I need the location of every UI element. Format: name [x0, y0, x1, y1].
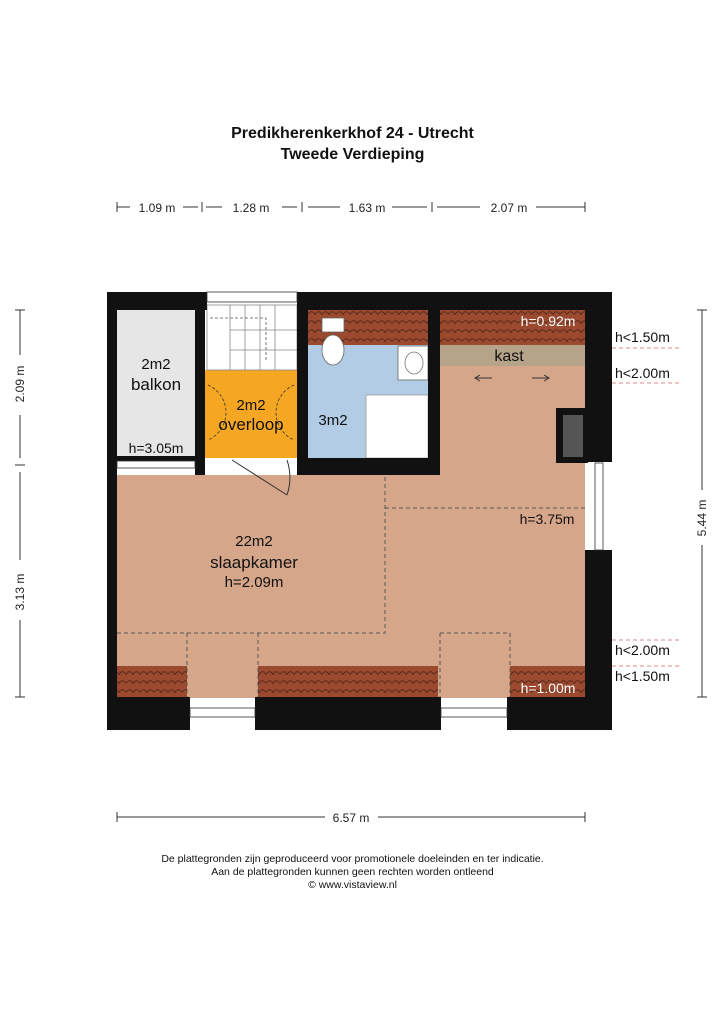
balkon-height: h=3.05m [128, 440, 184, 456]
staircase [207, 305, 297, 370]
toilet [322, 318, 344, 365]
disclaimer-line-2: Aan de plattegronden kunnen geen rechten worden ontleend [211, 866, 494, 878]
slaapkamer-area: 22m2 [235, 533, 273, 550]
dim-left-bottom: 3.13 m [13, 573, 27, 611]
height-limit-1: h<1.50m [615, 329, 670, 345]
right-height-markers [612, 348, 682, 666]
kast-label: kast [494, 348, 524, 365]
shower [366, 395, 428, 458]
dim-top-4: 2.07 m [490, 201, 528, 215]
slaapkamer-label: slaapkamer [210, 553, 298, 572]
dim-bottom: 6.57 m [332, 811, 370, 825]
dim-top-3: 1.63 m [348, 201, 386, 215]
dim-top-2: 1.28 m [232, 201, 270, 215]
dim-top-1: 1.09 m [138, 201, 176, 215]
roof-tiles-bottom-left [117, 666, 187, 697]
bathroom-area: 3m2 [318, 412, 348, 429]
height-top-right-roof: h=0.92m [520, 313, 576, 329]
height-main: h=3.75m [519, 511, 575, 527]
overloop-label: overloop [218, 415, 284, 434]
height-bottom-right-roof: h=1.00m [520, 680, 576, 696]
chimney [563, 415, 583, 457]
slaapkamer-height: h=2.09m [224, 574, 284, 591]
height-limit-2: h<2.00m [615, 365, 670, 381]
height-limit-3: h<2.00m [615, 642, 670, 658]
sink [398, 346, 428, 380]
dim-left-top: 2.09 m [13, 365, 27, 403]
overloop-area: 2m2 [236, 397, 266, 414]
floor-title: Tweede Verdieping [280, 146, 425, 163]
balkon-label: balkon [130, 375, 182, 394]
roof-tiles-bottom-middle [258, 666, 438, 697]
disclaimer-line-1: De plattegronden zijn geproduceerd voor promotionele doeleinden en ter indicatie. [161, 853, 544, 865]
dim-right: 5.44 m [695, 499, 709, 537]
height-limit-4: h<1.50m [615, 668, 670, 684]
address-title: Predikherenkerkhof 24 - Utrecht [231, 125, 474, 142]
hall-floor [205, 370, 297, 458]
copyright-line: © www.vistaview.nl [308, 879, 397, 891]
balkon-area: 2m2 [141, 356, 171, 373]
